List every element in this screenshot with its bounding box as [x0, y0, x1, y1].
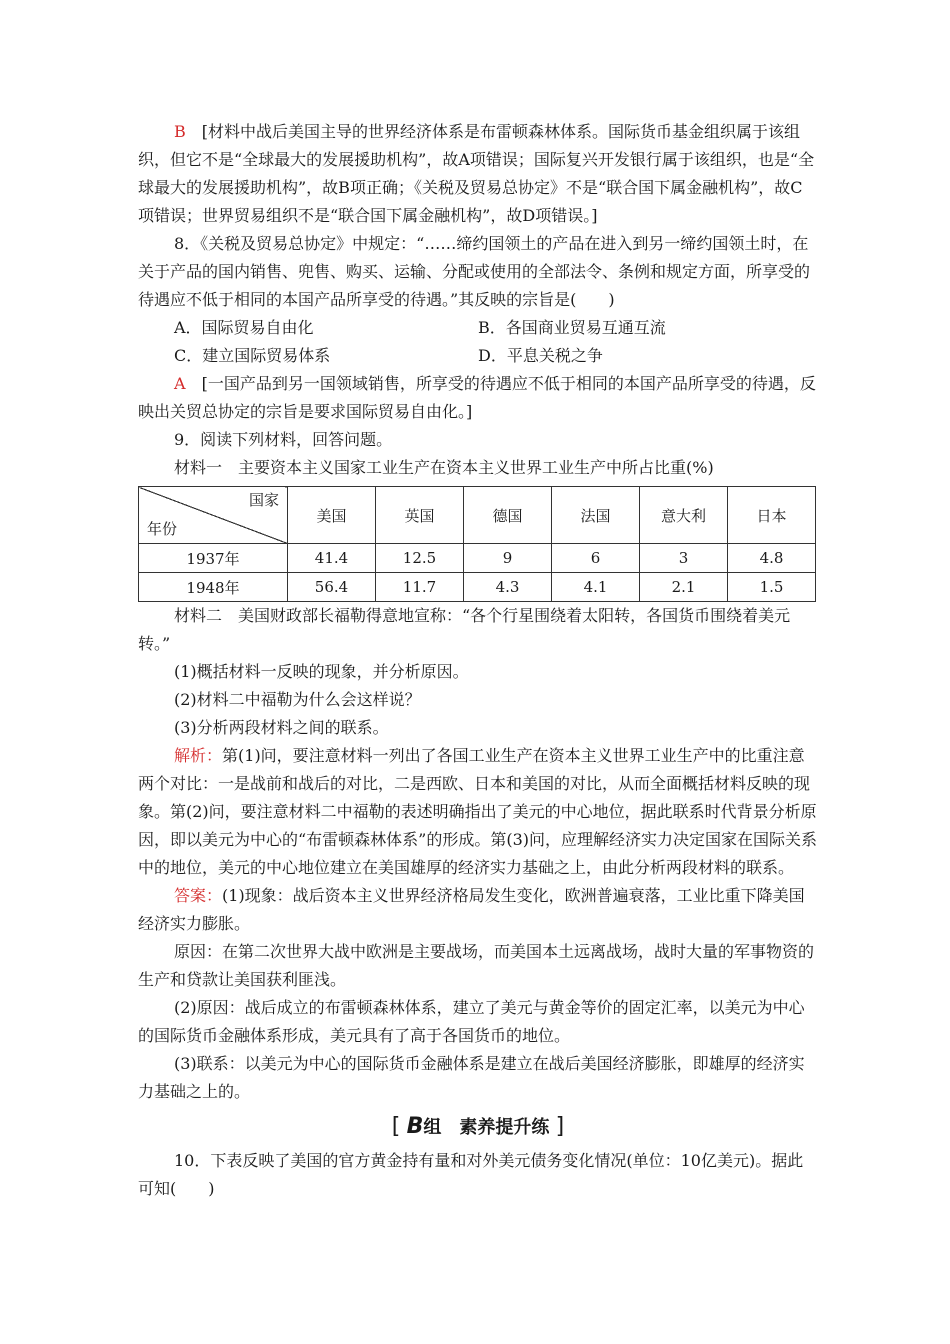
section-heading: [138, 1112, 818, 1143]
answer-label: 答案：: [174, 886, 223, 905]
q8-options: [138, 314, 818, 370]
year-cell: 1937年: [139, 544, 288, 573]
q9-analysis: [138, 742, 818, 882]
value-cell: 1.5: [728, 573, 816, 602]
table-row: [139, 573, 816, 602]
table-corner-cell: [139, 487, 288, 544]
q9-question-3: (3)分析两段材料之间的联系。: [174, 718, 389, 737]
q7-answer-letter: B: [174, 122, 186, 141]
q7-answer-explanation: [材料中战后美国主导的世界经济体系是布雷顿森林体系。国际货币基金组织属于该组织，但它不是“全球最大的发展援助机构”，故A项错误；国际复兴开发银行属于该组织，也是“全球最大的发展援助机构”，故B项正确；《关税及贸易总协定》不是“联合国下属金融机构”，故C项错误；世界贸易组织不是“联合国下属金融机构”，故D项错误。]: [138, 122, 815, 225]
section-bracket-left: [: [391, 1114, 401, 1139]
year-cell: 1948年: [139, 573, 288, 602]
header-cell: 德国: [464, 487, 552, 544]
value-cell: 9: [464, 544, 552, 573]
q8-answer-paragraph: [138, 370, 818, 426]
q9-question-2: (2)材料二中福勒为什么会这样说？: [174, 690, 421, 709]
value-cell: 41.4: [288, 544, 376, 573]
q10-stem: 10．下表反映了美国的官方黄金持有量和对外美元债务变化情况(单位：10亿美元)。据此可知( ): [138, 1151, 804, 1198]
q8-option-b: B．各国商业贸易互通互流: [478, 318, 666, 337]
q8-option-a: A．国际贸易自由化: [174, 318, 314, 337]
value-cell: 3: [640, 544, 728, 573]
analysis-text: 第(1)问，要注意材料一列出了各国工业生产在资本主义世界工业生产中的比重注意两个对比：一是战前和战后的对比，二是西欧、日本和美国的对比，从而全面概括材料反映的现象。第(2)问，要注意材料二中福勒的表述明确指出了美元的中心地位，据此联系时代背景分析原因，即以美元为中心的“布雷顿森林体系”的形成。第(3)问，应理解经济实力决定国家在国际关系中的地位，美元的中心地位建立在美国雄厚的经济实力基础之上，由此分析两段材料的联系。: [138, 746, 818, 877]
header-cell: 美国: [288, 487, 376, 544]
q8-stem: 8．《关税及贸易总协定》中规定：“……缔约国领土的产品在进入到另一缔约国领土时，在关于产品的国内销售、兜售、购买、运输、分配或使用的全部法令、条例和规定方面，所享受的待遇应不低于相同的本国产品所享受的待遇。”其反映的宗旨是( ): [138, 234, 811, 309]
document-page: [138, 118, 818, 1203]
value-cell: 56.4: [288, 573, 376, 602]
header-cell: 意大利: [640, 487, 728, 544]
corner-year-label: 年份: [147, 520, 178, 538]
q9-answer-3: (3)联系：以美元为中心的国际货币金融体系是建立在战后美国经济膨胀，即雄厚的经济实力基础之上的。: [138, 1054, 805, 1101]
analysis-label: 解析：: [174, 746, 223, 765]
value-cell: 6: [552, 544, 640, 573]
value-cell: 4.3: [464, 573, 552, 602]
section-bracket-right: ]: [555, 1114, 565, 1139]
header-cell: 日本: [728, 487, 816, 544]
value-cell: 2.1: [640, 573, 728, 602]
q9-answer-2: (2)原因：战后成立的布雷顿森林体系，建立了美元与黄金等价的固定汇率，以美元为中心的国际货币金融体系形成，美元具有了高于各国货币的地位。: [138, 998, 805, 1045]
q7-answer-paragraph: [138, 118, 818, 230]
industrial-share-table: [138, 486, 816, 602]
value-cell: 4.1: [552, 573, 640, 602]
q8-answer-explanation: [一国产品到另一国领域销售，所享受的待遇应不低于相同的本国产品所享受的待遇，反映出关贸总协定的宗旨是要求国际贸易自由化。]: [138, 374, 816, 421]
value-cell: 12.5: [376, 544, 464, 573]
section-title: 组 素养提升练: [423, 1117, 550, 1138]
answer-1-text: (1)现象：战后资本主义世界经济格局发生变化，欧洲普遍衰落，工业比重下降美国经济实力膨胀。: [138, 886, 805, 933]
q8-option-d: D．平息关税之争: [478, 346, 603, 365]
q9-question-1: (1)概括材料一反映的现象，并分析原因。: [174, 662, 469, 681]
value-cell: 4.8: [728, 544, 816, 573]
table-header-row: [139, 487, 816, 544]
section-group-letter: B: [406, 1114, 424, 1139]
corner-country-label: 国家: [248, 491, 279, 509]
q9-material2: 材料二 美国财政部长福勒得意地宣称：“各个行星围绕着太阳转，各国货币围绕着美元转。”: [138, 606, 791, 653]
q8-option-c: C．建立国际贸易体系: [174, 346, 331, 365]
q9-answer-1: [138, 882, 818, 938]
table-row: [139, 544, 816, 573]
q9-answer-1-reason: 原因：在第二次世界大战中欧洲是主要战场，而美国本土远离战场，战时大量的军事物资的生产和贷款让美国获利匪浅。: [138, 942, 815, 989]
q8-answer-letter: A: [174, 374, 186, 393]
q9-stem: 9．阅读下列材料，回答问题。: [174, 430, 393, 449]
value-cell: 11.7: [376, 573, 464, 602]
q9-material1-title: 材料一 主要资本主义国家工业生产在资本主义世界工业生产中所占比重(%): [174, 458, 714, 477]
header-cell: 英国: [376, 487, 464, 544]
header-cell: 法国: [552, 487, 640, 544]
